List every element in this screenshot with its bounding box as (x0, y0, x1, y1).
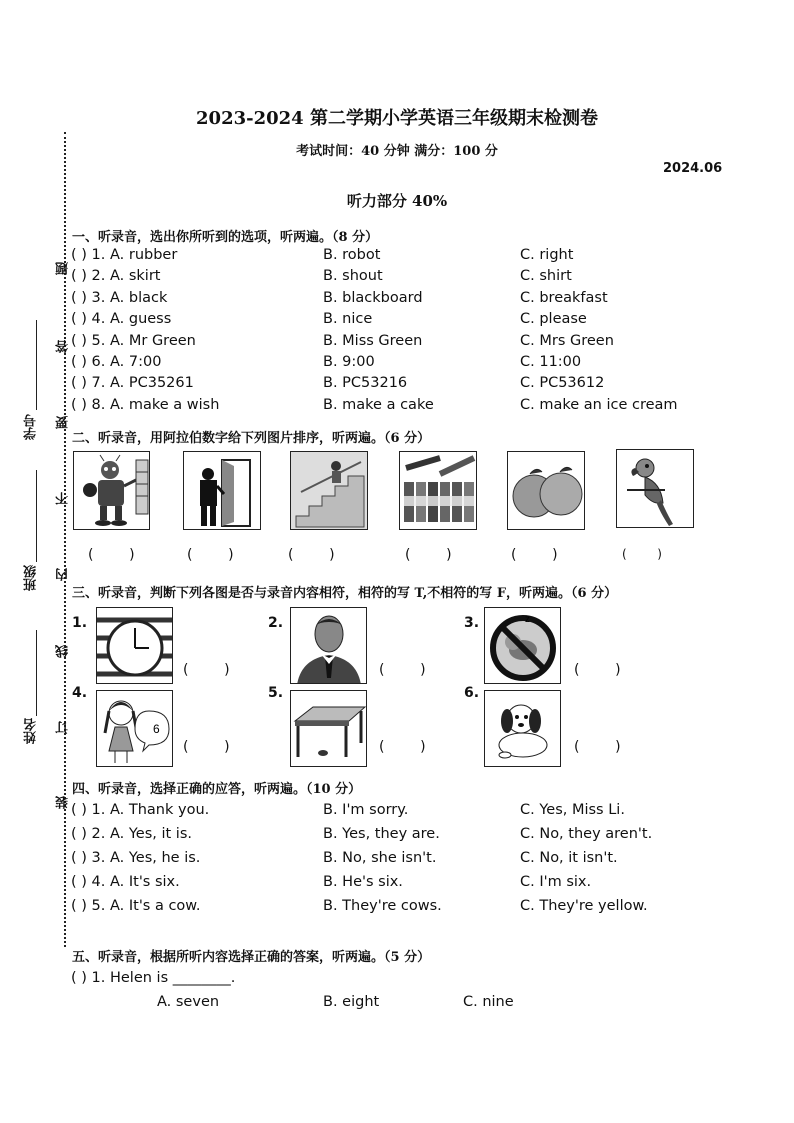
crayons-picture (399, 451, 477, 530)
svg-text:z: z (525, 614, 530, 625)
option-c: C. Yes, Miss Li. (520, 802, 625, 818)
section-3-title: 三、听录音，判断下列各图是否与录音内容相符，相符的写 T,不相符的写 F，听两遍。（6 分） (72, 586, 618, 601)
question-row (71, 290, 751, 311)
student-number-label: 学号 (24, 414, 39, 440)
clock-flag-picture (96, 607, 173, 684)
picture-number: 6. (464, 685, 480, 701)
listening-part-heading: 听力部分 40% (346, 192, 448, 210)
option-b: B. shout (323, 268, 383, 285)
option-c: C. PC53612 (520, 375, 605, 392)
option-c: C. right (520, 247, 574, 263)
question-row (71, 247, 751, 268)
binding-char: 装 (56, 796, 71, 809)
option-b: B. eight (323, 994, 380, 1010)
class-label: 班级 (24, 565, 39, 591)
option-c: C. 11:00 (520, 354, 582, 370)
question-text: ( ) 3. A. Yes, he is. (71, 850, 201, 866)
binding-char: 答 (56, 340, 71, 353)
question-row (71, 397, 751, 418)
option-c: C. nine (463, 994, 514, 1010)
question-row (71, 354, 751, 375)
picture-number: 3. (464, 615, 480, 631)
question-text: ( ) 4. A. guess (71, 311, 172, 328)
order-answer-blank[interactable]: ( ) (511, 547, 558, 563)
question-text: ( ) 7. A. PC35261 (71, 375, 194, 392)
question-row (71, 874, 751, 895)
question-row (71, 375, 751, 396)
dog-picture (484, 690, 561, 767)
question-row (71, 333, 751, 354)
order-answer-blank[interactable]: ( ) (405, 547, 452, 563)
question-row (71, 802, 751, 823)
question-row (71, 850, 751, 871)
question-text: ( ) 1. A. Thank you. (71, 802, 210, 818)
section-2-title: 二、听录音，用阿拉伯数字给下列图片排序，听两遍。（6 分） (72, 431, 431, 446)
man-picture (290, 607, 367, 684)
judge-answer-blank[interactable]: ( ) (574, 739, 621, 755)
question-text: ( ) 5. A. It's a cow. (71, 898, 201, 914)
class-field[interactable] (36, 470, 37, 562)
option-c: C. breakfast (520, 289, 608, 306)
question-row (71, 311, 751, 332)
section-5-title: 五、听录音，根据所听内容选择正确的答案，听两遍。（5 分） (72, 950, 431, 965)
robot-picture (73, 451, 150, 530)
option-b: B. They're cows. (323, 898, 442, 914)
judge-answer-blank[interactable]: ( ) (183, 739, 230, 755)
exam-info: 考试时间：40 分钟 满分：100 分 (296, 144, 498, 159)
question-text: ( ) 2. A. Yes, it is. (71, 826, 192, 842)
question-text: ( ) 1. A. rubber (71, 247, 178, 263)
option-c: C. please (520, 311, 587, 328)
option-b: B. Miss Green (323, 332, 423, 349)
binding-char: 要 (56, 416, 71, 429)
picture-number: 4. (72, 685, 88, 701)
question-text: ( ) 3. A. black (71, 289, 168, 306)
oranges-picture (507, 451, 585, 530)
option-b: B. He's six. (323, 874, 403, 890)
question-row (71, 268, 751, 289)
question-row (71, 970, 751, 991)
option-b: B. nice (323, 311, 373, 328)
binding-char: 订 (56, 721, 71, 734)
name-field[interactable] (36, 630, 37, 716)
option-b: B. I'm sorry. (323, 802, 409, 818)
option-b: B. PC53216 (323, 375, 408, 392)
exam-title: 2023-2024 第二学期小学英语三年级期末检测卷 (196, 108, 598, 129)
option-c: C. No, it isn't. (520, 850, 618, 866)
picture-number: 1. (72, 615, 88, 631)
name-label: 姓名 (24, 718, 39, 744)
no-sleeping-picture (484, 607, 561, 684)
question-text: ( ) 5. A. Mr Green (71, 332, 196, 349)
option-b: B. robot (323, 247, 381, 263)
binding-dotted-line (64, 132, 66, 947)
option-a: A. seven (157, 994, 220, 1010)
question-row (71, 826, 751, 847)
exam-date: 2024.06 (663, 161, 723, 176)
question-text: ( ) 1. Helen is ________. (71, 970, 236, 986)
girl-picture (96, 690, 173, 767)
svg-text:6: 6 (153, 722, 160, 736)
order-answer-blank[interactable]: ( ) (187, 547, 234, 563)
student-number-field[interactable] (36, 320, 37, 410)
question-text: ( ) 4. A. It's six. (71, 874, 180, 890)
option-c: C. I'm six. (520, 874, 592, 890)
binding-char: 内 (56, 568, 71, 581)
parrot-picture (616, 449, 694, 528)
binding-char: 线 (56, 645, 71, 658)
order-answer-blank[interactable]: ( ) (622, 547, 662, 561)
question-text: ( ) 2. A. skirt (71, 268, 161, 285)
stairs-picture (290, 451, 368, 530)
option-c: C. They're yellow. (520, 898, 648, 914)
order-answer-blank[interactable]: ( ) (88, 547, 135, 563)
option-b: B. blackboard (323, 289, 423, 306)
binding-char: 不 (56, 492, 71, 505)
section-1-title: 一、听录音，选出你所听到的选项，听两遍。（8 分） (72, 230, 379, 245)
order-answer-blank[interactable]: ( ) (288, 547, 335, 563)
option-b: B. 9:00 (323, 354, 375, 370)
judge-answer-blank[interactable]: ( ) (183, 662, 230, 678)
picture-number: 2. (268, 615, 284, 631)
option-c: C. Mrs Green (520, 332, 614, 349)
option-c: C. make an ice cream (520, 396, 678, 413)
binding-char: 题 (56, 262, 71, 275)
picture-number: 5. (268, 685, 284, 701)
option-c: C. shirt (520, 268, 572, 285)
option-b: B. No, she isn't. (323, 850, 437, 866)
judge-answer-blank[interactable]: ( ) (379, 662, 426, 678)
option-c: C. No, they aren't. (520, 826, 653, 842)
question-row (71, 898, 751, 919)
judge-answer-blank[interactable]: ( ) (574, 662, 621, 678)
option-b: B. make a cake (323, 396, 434, 413)
option-b: B. Yes, they are. (323, 826, 440, 842)
question-text: ( ) 6. A. 7:00 (71, 354, 162, 370)
judge-answer-blank[interactable]: ( ) (379, 739, 426, 755)
door-picture (183, 451, 261, 530)
table-picture (290, 690, 367, 767)
section-4-title: 四、听录音，选择正确的应答，听两遍。（10 分） (72, 782, 362, 797)
question-text: ( ) 8. A. make a wish (71, 396, 220, 413)
option-row (71, 994, 751, 1015)
